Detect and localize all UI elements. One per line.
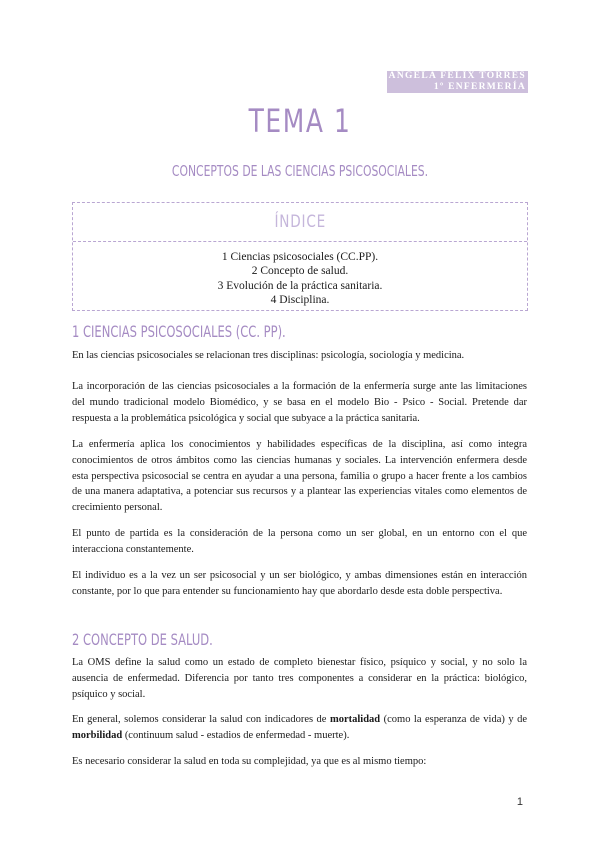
index-item: 4 Disciplina.	[270, 294, 330, 307]
author-name: ANGELA FELIX TORRES	[388, 71, 526, 81]
section-1-paragraph-2: La incorporación de las ciencias psicosociales a la formación de la enfermería surge ante las limitaciones del mundo tradicional modelo Biomédico, y se basa en el modelo Bio - Psico - Social. Pretende dar respuesta a la problemática psicológica y social que subyace a la práctica sanitaria.	[72, 381, 527, 424]
bold-term-morbilidad: morbilidad	[72, 729, 123, 741]
section-2-paragraph-3: Es necesario considerar la salud en toda su complejidad, ya que es al mismo tiempo:	[72, 756, 427, 767]
section-1-paragraph-5: El individuo es a la vez un ser psicosocial y un ser biológico, y ambas dimensiones están en interacción constante, por lo que para entender su funcionamiento hay que abordarlo desde esta doble perspectiva.	[72, 570, 527, 597]
index-list	[73, 242, 527, 308]
section-2-paragraph-1: La OMS define la salud como un estado de completo bienestar físico, psíquico y social, y no solo la ausencia de enfermedad. Diferencia por tanto tres componentes a considerar en la práctica: biológico, psíquico y social.	[72, 657, 527, 700]
index-item: 3 Evolución de la práctica sanitaria.	[217, 279, 383, 292]
index-box	[72, 202, 528, 311]
document-title: TEMA 1	[248, 102, 352, 140]
course-label: 1º ENFERMERÍA	[387, 82, 528, 93]
section-1-title: 1 CIENCIAS PSICOSOCIALES (CC. PP).	[72, 322, 286, 341]
index-item: 2 Concepto de salud.	[251, 265, 349, 278]
page-number: 1	[516, 796, 523, 808]
index-heading: ÍNDICE	[73, 203, 527, 242]
page-header	[387, 71, 528, 93]
section-1-paragraph-4: El punto de partida es la consideración de la persona como un ser global, en un entorno con el que interacciona constantemente.	[72, 528, 527, 555]
document-subtitle: CONCEPTOS DE LAS CIENCIAS PSICOSOCIALES.	[171, 162, 429, 180]
section-1-paragraph-3: La enfermería aplica los conocimientos y habilidades específicas de la disciplina, así como integra conocimientos de otros ámbitos como las ciencias humanas y sociales. La intervención enfermera desde esta perspectiva psicosocial se centra en ayudar a una persona, familia o grupo a hacer frente a los cambios de una manera adaptativa, a potenciar sus recursos y a plantear las experiencias vitales como elementos de crecimiento personal.	[72, 439, 527, 514]
index-item: 1 Ciencias psicosociales (CC.PP).	[221, 251, 379, 263]
bold-term-mortalidad: mortalidad	[329, 714, 381, 725]
section-2-paragraph-2: En general, solemos considerar la salud con indicadores de mortalidad (como la esperanza de vida) y de morbilidad (continuum salud - estadios de enfermedad - muerte).	[72, 714, 527, 741]
section-1-paragraph-1: En las ciencias psicosociales se relacionan tres disciplinas: psicología, sociología y medicina.	[72, 350, 465, 361]
section-2-title: 2 CONCEPTO DE SALUD.	[72, 630, 213, 649]
